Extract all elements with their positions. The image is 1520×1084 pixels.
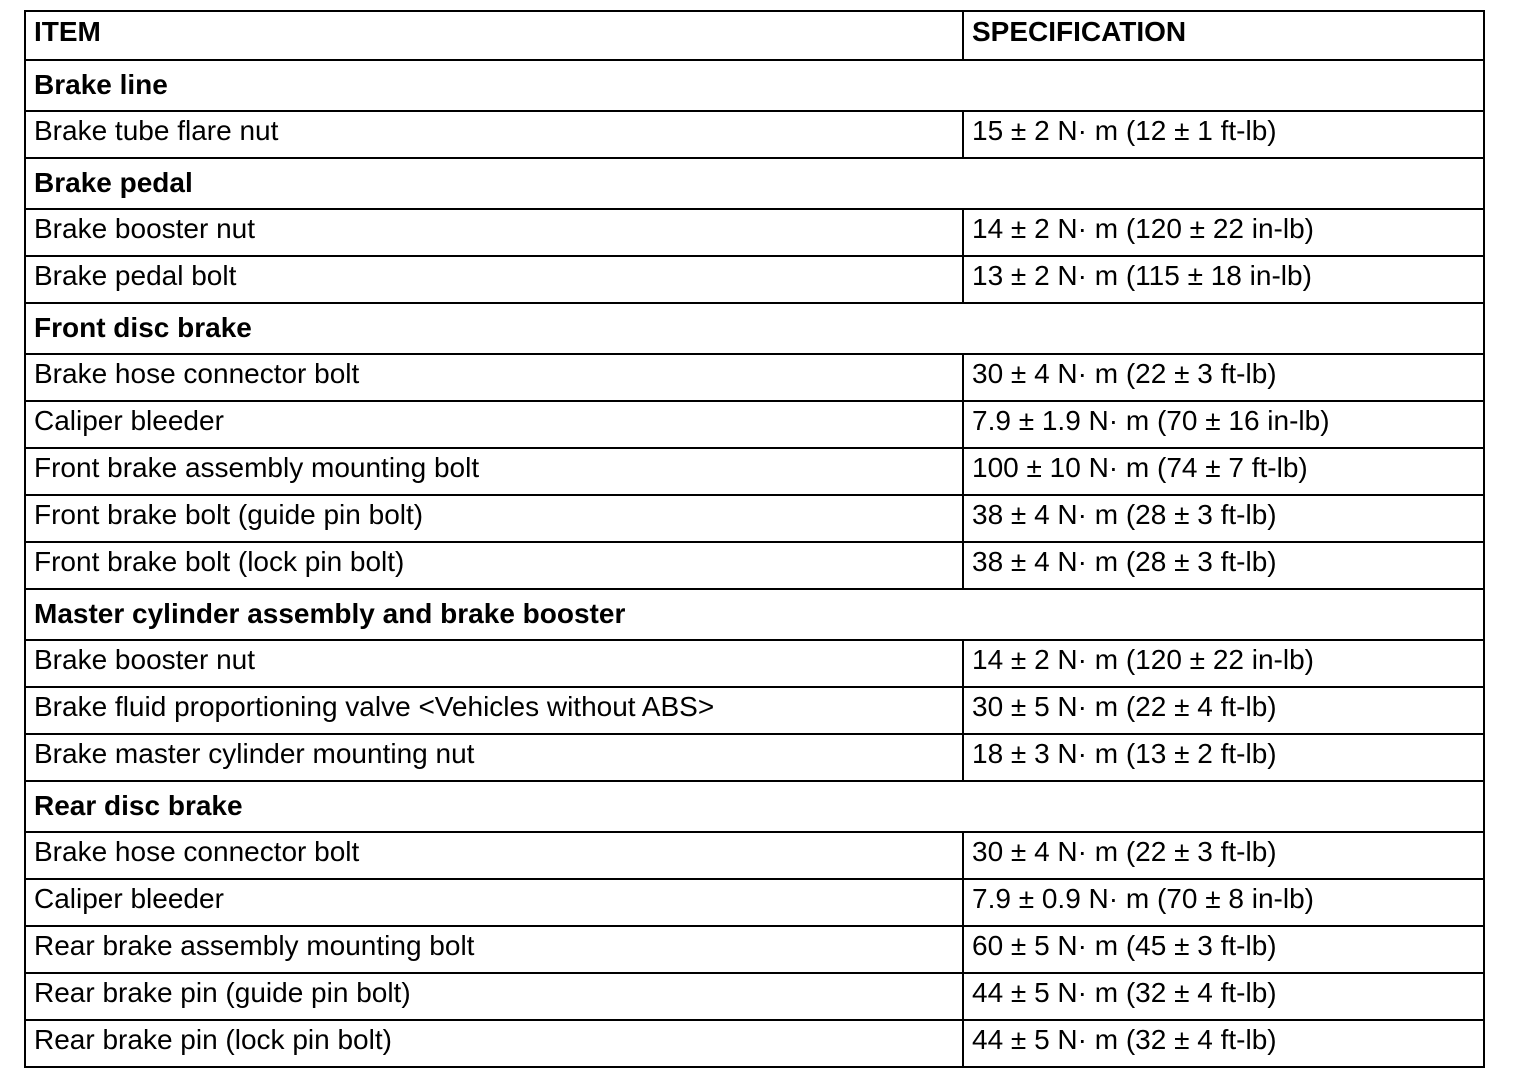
specification-cell: 30 ± 4 N· m (22 ± 3 ft-lb): [963, 832, 1484, 879]
item-cell: Brake fluid proportioning valve <Vehicles without ABS>: [25, 687, 963, 734]
item-cell: Rear brake pin (lock pin bolt): [25, 1020, 963, 1067]
table-row: [25, 448, 1484, 495]
specification-cell: 60 ± 5 N· m (45 ± 3 ft-lb): [963, 926, 1484, 973]
specification-cell: 7.9 ± 0.9 N· m (70 ± 8 in-lb): [963, 879, 1484, 926]
section-title: Front disc brake: [25, 303, 1484, 354]
table-row: [25, 879, 1484, 926]
item-cell: Caliper bleeder: [25, 401, 963, 448]
specification-cell: 15 ± 2 N· m (12 ± 1 ft-lb): [963, 111, 1484, 158]
item-cell: Brake tube flare nut: [25, 111, 963, 158]
item-cell: Front brake assembly mounting bolt: [25, 448, 963, 495]
table-row: [25, 973, 1484, 1020]
section-title: Brake pedal: [25, 158, 1484, 209]
table-row: [25, 111, 1484, 158]
table-row: [25, 354, 1484, 401]
item-cell: Front brake bolt (lock pin bolt): [25, 542, 963, 589]
table-row: [25, 256, 1484, 303]
table-row: [25, 1020, 1484, 1067]
table-body: [25, 11, 1484, 1067]
section-header-row: [25, 781, 1484, 832]
table-row: [25, 687, 1484, 734]
section-header-row: [25, 60, 1484, 111]
table-row: [25, 926, 1484, 973]
table-row: [25, 734, 1484, 781]
column-header-item: ITEM: [25, 11, 963, 60]
item-cell: Rear brake pin (guide pin bolt): [25, 973, 963, 1020]
specification-cell: 14 ± 2 N· m (120 ± 22 in-lb): [963, 209, 1484, 256]
item-cell: Brake hose connector bolt: [25, 832, 963, 879]
specification-cell: 38 ± 4 N· m (28 ± 3 ft-lb): [963, 542, 1484, 589]
section-header-row: [25, 158, 1484, 209]
column-header-specification: SPECIFICATION: [963, 11, 1484, 60]
table-row: [25, 640, 1484, 687]
specification-cell: 7.9 ± 1.9 N· m (70 ± 16 in-lb): [963, 401, 1484, 448]
specification-cell: 13 ± 2 N· m (115 ± 18 in-lb): [963, 256, 1484, 303]
specification-cell: 18 ± 3 N· m (13 ± 2 ft-lb): [963, 734, 1484, 781]
section-title: Master cylinder assembly and brake booster: [25, 589, 1484, 640]
item-cell: Brake master cylinder mounting nut: [25, 734, 963, 781]
item-cell: Front brake bolt (guide pin bolt): [25, 495, 963, 542]
table-row: [25, 495, 1484, 542]
item-cell: Brake pedal bolt: [25, 256, 963, 303]
section-header-row: [25, 589, 1484, 640]
torque-spec-table: [24, 10, 1485, 1068]
specification-cell: 14 ± 2 N· m (120 ± 22 in-lb): [963, 640, 1484, 687]
specification-cell: 44 ± 5 N· m (32 ± 4 ft-lb): [963, 973, 1484, 1020]
specification-cell: 100 ± 10 N· m (74 ± 7 ft-lb): [963, 448, 1484, 495]
table-header-row: [25, 11, 1484, 60]
specification-cell: 44 ± 5 N· m (32 ± 4 ft-lb): [963, 1020, 1484, 1067]
specification-cell: 30 ± 4 N· m (22 ± 3 ft-lb): [963, 354, 1484, 401]
table-row: [25, 401, 1484, 448]
item-cell: Rear brake assembly mounting bolt: [25, 926, 963, 973]
item-cell: Caliper bleeder: [25, 879, 963, 926]
table-row: [25, 542, 1484, 589]
specification-cell: 30 ± 5 N· m (22 ± 4 ft-lb): [963, 687, 1484, 734]
section-title: Brake line: [25, 60, 1484, 111]
item-cell: Brake booster nut: [25, 209, 963, 256]
item-cell: Brake booster nut: [25, 640, 963, 687]
table-row: [25, 832, 1484, 879]
section-header-row: [25, 303, 1484, 354]
section-title: Rear disc brake: [25, 781, 1484, 832]
item-cell: Brake hose connector bolt: [25, 354, 963, 401]
table-row: [25, 209, 1484, 256]
specification-cell: 38 ± 4 N· m (28 ± 3 ft-lb): [963, 495, 1484, 542]
